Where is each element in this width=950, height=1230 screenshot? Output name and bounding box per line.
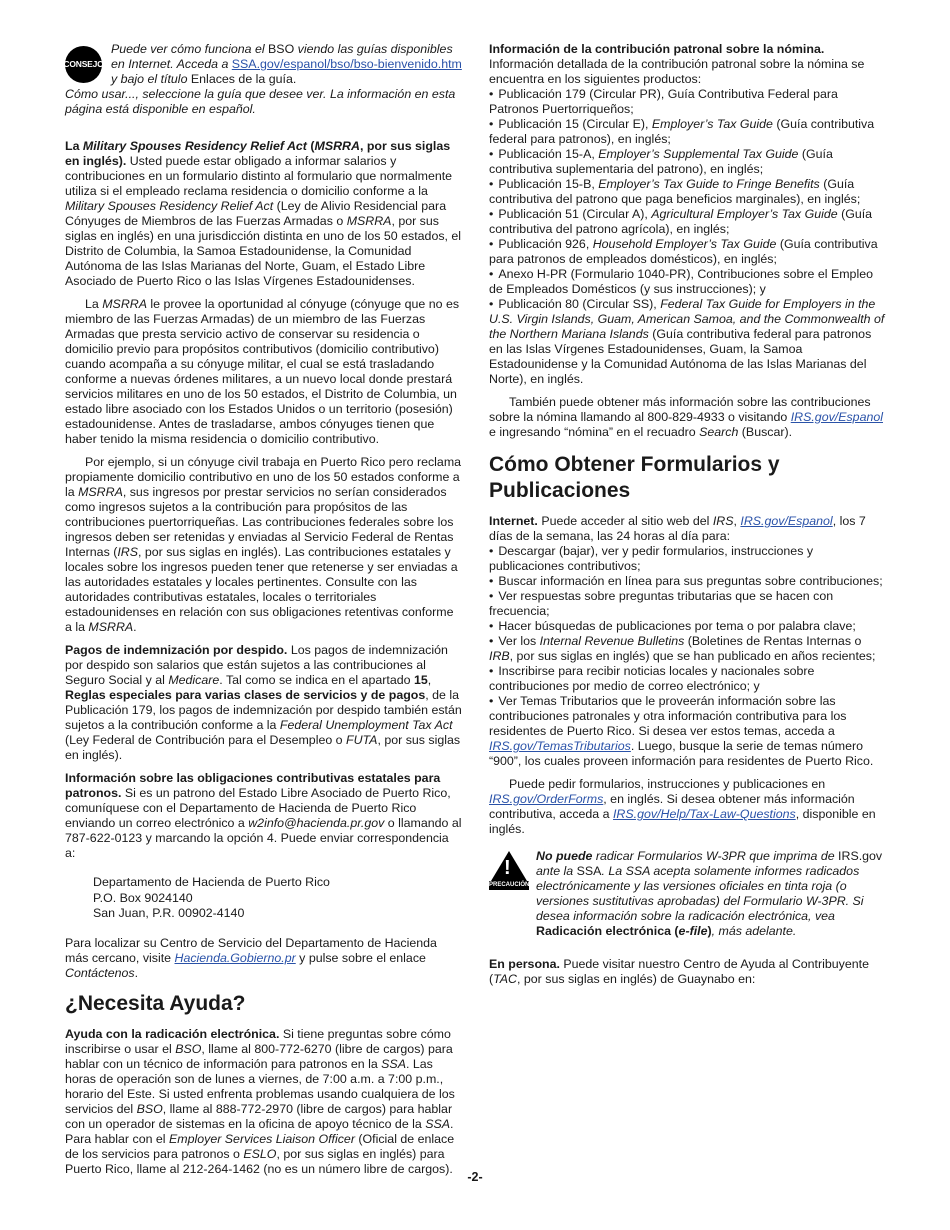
msrra-paragraph-3: Por ejemplo, si un cónyuge civil trabaja en Puerto Rico pero reclama propiamente domicilio contributivo en uno de los 50 estados conforme a la MSRRA, sus ingresos por prestar servicios no serían considerados como ingresos sujetos a la contribución para propósitos de las contribuciones puertorriqueñas. Las contribuciones federales sobre los ingresos deben ser retenidas y enviadas al Servicio Federal de Rentas Internas (IRS, por sus siglas en inglés). Las contribuciones estatales y locales sobre los ingresos pueden tener que retenerse y ser enviadas a las autoridades estatales y locales pertinentes. Consulte con las autoridades contributivas estatales, locales o territoriales estadounidenses en relación con sus obligaciones retentivas conforme a la MSRRA. — [65, 455, 462, 634]
address-line-2: P.O. Box 9024140 — [93, 890, 193, 905]
list-item: • Publicación 15-A, Employer’s Supplemental Tax Guide (Guía contributiva suplementaria del patrono), en inglés; — [489, 147, 833, 176]
page-number: -2- — [467, 1170, 483, 1184]
internet-paragraph: Internet. Puede acceder al sitio web del IRS, IRS.gov/Espanol, los 7 días de la semana, las 24 horas al día para: — [489, 514, 866, 543]
list-item: • Buscar información en línea para sus preguntas sobre contribuciones; — [489, 574, 883, 588]
help-heading: ¿Necesita Ayuda? — [65, 991, 246, 1015]
payroll-intro: Información detallada de la contribución patronal sobre la nómina se encuentra en los siguientes productos: — [489, 57, 865, 86]
tax-law-questions-link[interactable]: IRS.gov/Help/Tax-Law-Questions — [612, 807, 796, 821]
list-item: • Descargar (bajar), ver y pedir formularios, instrucciones y publicaciones contributivos; — [489, 544, 814, 573]
tip-text-continued: Cómo usar..., seleccione la guía que desee ver. La información en esta página está disponible en español. — [65, 87, 456, 116]
order-forms-paragraph: Puede pedir formularios, instrucciones y publicaciones en IRS.gov/OrderForms, en inglés. Si desea obtener más información contributiva, acceda a IRS.gov/Help/Tax-Law-Questions, disponible en inglés. — [489, 777, 876, 836]
list-item: • Publicación 179 (Circular PR), Guía Contributiva Federal para Patronos Puertorriqueños; — [489, 87, 838, 116]
list-item: • Publicación 926, Household Employer’s Tax Guide (Guía contributiva para patronos de empleados domésticos), en inglés; — [489, 237, 878, 266]
list-item: • Ver Temas Tributarios que le proveerán información sobre las contribuciones patronales y otra información contributiva para los residentes de Puerto Rico. Si desea ver estos temas, acceda a IRS.gov/TemasTributarios. Luego, busque la serie de temas número “900”, los cuales proveen información para residentes de Puerto Rico. — [489, 694, 874, 768]
tip-text: Puede ver cómo funciona el BSO viendo las guías disponibles en Internet. Acceda a SSA.gov/espanol/bso/bso-bienvenido.htm y bajo el título Enlaces de la guía. — [111, 42, 462, 86]
in-person-paragraph: En persona. Puede visitar nuestro Centro de Ayuda al Contribuyente (TAC, por sus siglas en inglés) de Guaynabo en: — [489, 957, 869, 986]
msrra-paragraph-1: La Military Spouses Residency Relief Act (MSRRA, por sus siglas en inglés). Usted puede estar obligado a informar salarios y contribuciones en un formulario distinto al formulario que normalmente utiliza si el empleado reclama residencia o domicilio conforme a la Military Spouses Residency Relief Act (Ley de Alivio Residencial para Cónyuges de Miembros de las Fuerzas Armadas o MSRRA, por sus siglas en inglés) en una jurisdicción distinta en uno de los 50 estados, el Distrito de Columbia, la Samoa Estadounidense, la Comunidad Autónoma de las Islas Marianas del Norte, Guam, el Estado Libre Asociado de Puerto Rico o las Islas Vírgenes Estadounidenses. — [65, 139, 462, 288]
list-item: • Ver los Internal Revenue Bulletins (Boletines de Rentas Internas o IRB, por sus siglas en inglés) que se han publicado en años recientes; — [489, 634, 876, 663]
temas-tributarios-link[interactable]: IRS.gov/TemasTributarios — [489, 739, 631, 753]
bso-guide-link[interactable]: SSA.gov/espanol/bso/bso-bienvenido.htm — [231, 57, 462, 71]
list-item: • Publicación 80 (Circular SS), Federal Tax Guide for Employers in the U.S. Virgin Islands, Guam, American Samoa, and the Commonwealth of the Northern Mariana Islands (Guía contributiva federal para patronos en las Islas Vírgenes Estadounidenses, Guam, la Samoa Estadounidense y la Comunidad Autónoma de las Islas Marianas del Norte), en inglés. — [489, 297, 885, 386]
consejo-icon: CONSEJO — [65, 46, 102, 83]
left-column — [65, 42, 462, 1185]
payroll-more-info: También puede obtener más información sobre las contribuciones sobre la nómina llamando al 800-829-4933 o visitando IRS.gov/Espanol e ingresando “nómina” en el recuadro Search (Buscar). — [489, 395, 883, 439]
irs-espanol-link-2[interactable]: IRS.gov/Espanol — [740, 514, 833, 528]
caution-text: No puede radicar Formularios W-3PR que imprima de IRS.gov ante la SSA. La SSA acepta solamente informes radicados electrónicamente y las versiones oficiales en tinta roja (o versiones sustitutivas aprobadas) del Formulario W-3PR. Si desea información sobre la radicación electrónica, vea Radicación electrónica (e-file), más adelante. — [536, 849, 883, 938]
address-line-1: Departamento de Hacienda de Puerto Rico — [93, 875, 330, 889]
list-item: • Publicación 15 (Circular E), Employer’s Tax Guide (Guía contributiva federal para patronos), en inglés; — [489, 117, 875, 146]
internet-list — [489, 544, 886, 769]
efile-help-paragraph: Ayuda con la radicación electrónica. Si tiene preguntas sobre cómo inscribirse o usar el BSO, llame al 800-772-6270 (libre de cargos) para hablar con un técnico de información para patronos en la SSA. Las horas de operación son de lunes a viernes, de 7:00 a.m. a 7:00 p.m., horario del Este. Si usted enfrenta problemas usando cualquiera de los servicios del BSO, llame al 888-772-2970 (libre de cargos) para hablar con un operador de sistemas en la oficina de apoyo técnico de la SSA. Para hablar con el Employer Services Liaison Officer (Oficial de enlace de los servicios para patronos o ESLO, por sus siglas en inglés) para Puerto Rico, llame al 212-264-1462 (no es un número libre de cargos). — [65, 1026, 455, 1176]
right-column — [489, 42, 886, 995]
list-item: • Publicación 15-B, Employer’s Tax Guide to Fringe Benefits (Guía contributiva del patrono que paga beneficios marginales), en inglés; — [489, 177, 861, 206]
list-item: • Hacer búsquedas de publicaciones por tema o por palabra clave; — [489, 619, 856, 633]
service-center-paragraph: Para localizar su Centro de Servicio del Departamento de Hacienda más cercano, visite Hacienda.Gobierno.pr y pulse sobre el enlace Contáctenos. — [65, 935, 437, 980]
payroll-publications-list — [489, 87, 886, 387]
msrra-paragraph-2: La MSRRA le provee la oportunidad al cónyuge (cónyuge que no es miembro de las Fuerzas Armadas) de un miembro de las Fuerzas Armadas que presta servicio activo de conservar su residencia o domicilio previo para propósitos contributivos (domicilio contributivo) cuando acompaña a su cónyuge militar, el cual se está trasladando conforme a nuevas órdenes militares, a un nuevo local donde prestará servicios militares en uno de los 50 estados, el Distrito de Columbia, un estado libre asociado con los Estados Unidos o un territorio (posesión) estadounidense. Antes de trasladarse, ambos cónyuges tienen que haber tenido la misma residencia o domicilio contributivo. — [65, 297, 460, 446]
list-item: • Ver respuestas sobre preguntas tributarias que se hacen con frecuencia; — [489, 589, 834, 618]
caution-icon: ! PRECAUCIÓN — [489, 851, 529, 891]
list-item: • Publicación 51 (Circular A), Agricultural Employer’s Tax Guide (Guía contributiva del patrono agrícola), en inglés; — [489, 207, 873, 236]
severance-paragraph: Pagos de indemnización por despido. Los pagos de indemnización por despido son salarios que están sujetos a las contribuciones al Seguro Social y al Medicare. Tal como se indica en el apartado 15, Reglas especiales para varias clases de servicios y de pagos, de la Publicación 179, los pagos de indemnización por despido también están sujetos a la contribución conforme a la Federal Unemployment Tax Act (Ley Federal de Contribución para el Desempleo o FUTA, por sus siglas en inglés). — [65, 643, 462, 762]
hacienda-address — [93, 875, 462, 922]
tip-box — [65, 42, 462, 117]
forms-heading: Cómo Obtener Formularios y Publicaciones — [489, 453, 780, 502]
list-item: • Anexo H-PR (Formulario 1040-PR), Contribuciones sobre el Empleo de Empleados Domésticos (y sus instrucciones); y — [489, 267, 873, 296]
caution-box — [489, 849, 886, 939]
irs-espanol-link[interactable]: IRS.gov/Espanol — [790, 410, 883, 424]
address-line-3: San Juan, P.R. 00902-4140 — [93, 906, 245, 920]
list-item: • Inscribirse para recibir noticias locales y nacionales sobre contribuciones por medio de correo electrónico; y — [489, 664, 815, 693]
payroll-section: Información de la contribución patronal sobre la nómina. — [489, 42, 825, 56]
hacienda-link[interactable]: Hacienda.Gobierno.pr — [174, 950, 296, 965]
state-obligations-paragraph: Información sobre las obligaciones contributivas estatales para patronos. Si es un patrono del Estado Libre Asociado de Puerto Rico, comuníquese con el Departamento de Hacienda de Puerto Rico enviando un correo electrónico a w2info@hacienda.pr.gov o llamando al 787-622-0123 y marcando la opción 4. Puede enviar correspondencia a: — [65, 771, 462, 860]
order-forms-link[interactable]: IRS.gov/OrderForms — [489, 792, 604, 806]
